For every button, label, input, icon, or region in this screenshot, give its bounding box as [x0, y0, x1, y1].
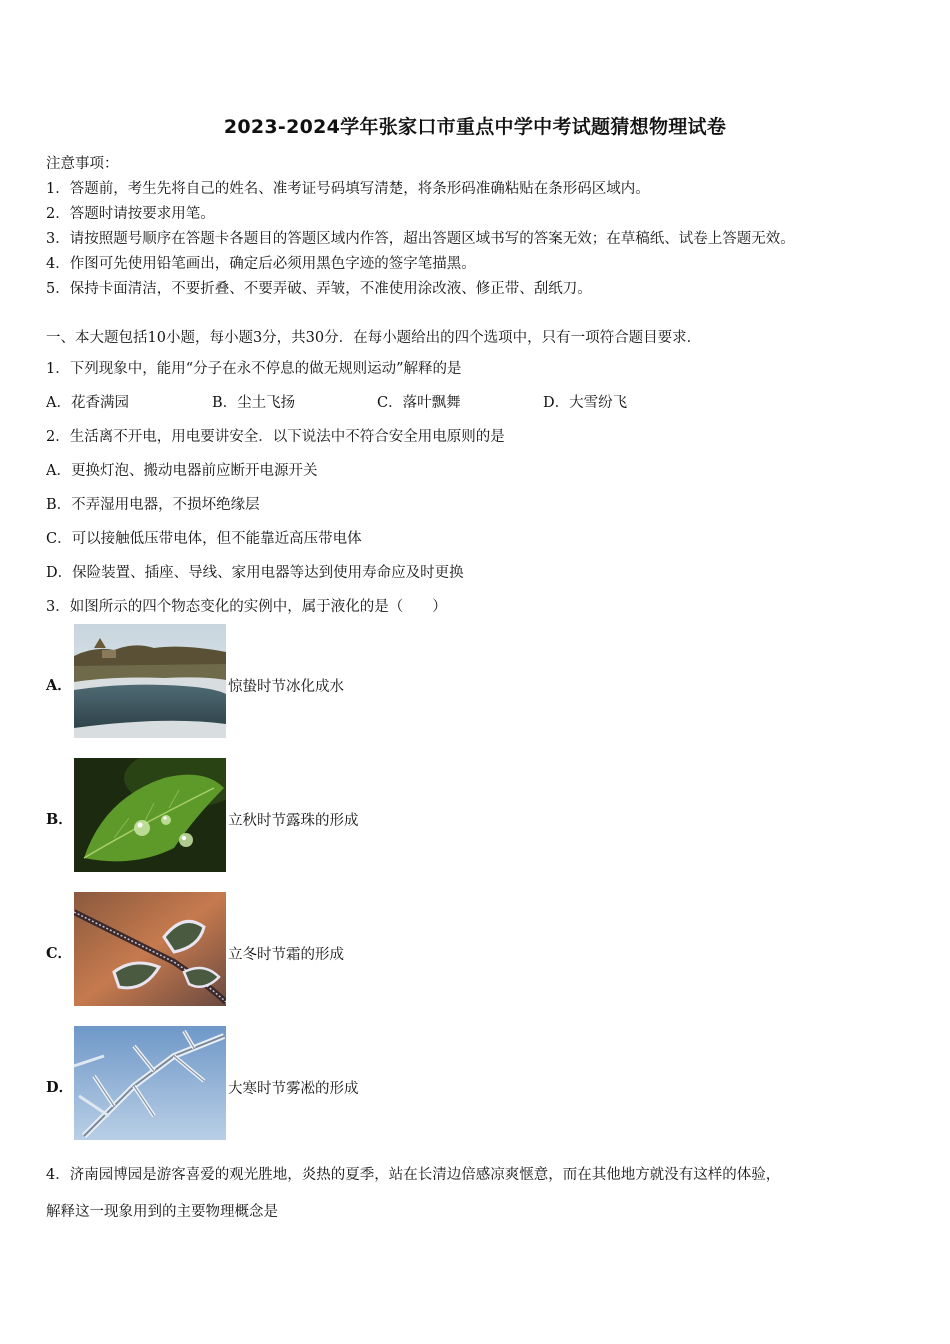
option-letter: A．	[46, 677, 72, 694]
notice-heading: 注意事项：	[46, 156, 119, 172]
question-1-stem: 1．下列现象中，能用“分子在永不停息的做无规则运动”解释的是	[46, 361, 462, 377]
rime-on-branches-photo	[74, 1026, 226, 1140]
q3-option-b	[46, 758, 646, 874]
page-title: 2023-2024学年张家口市重点中学中考试题猜想物理试卷	[223, 116, 727, 138]
notice-item: 5．保持卡面清洁，不要折叠、不要弄破、弄皱，不准使用涂改液、修正带、刮纸刀。	[46, 281, 592, 297]
frost-on-leaves-photo	[74, 892, 226, 1006]
question-3-stem: 3．如图所示的四个物态变化的实例中，属于液化的是（ ）	[46, 599, 447, 615]
q1-option-c: C．落叶飘舞	[377, 395, 461, 411]
q2-option-a: A．更换灯泡、搬动电器前应断开电源开关	[46, 463, 318, 479]
option-caption: 惊蛰时节冰化成水	[228, 679, 344, 695]
q3-option-a	[46, 624, 646, 740]
option-caption: 立冬时节霜的形成	[228, 947, 344, 963]
notice-item: 1．答题前，考生先将自己的姓名、准考证号码填写清楚，将条形码准确粘贴在条形码区域内。	[46, 181, 650, 197]
question-4-stem-line1: 4．济南园博园是游客喜爱的观光胜地，炎热的夏季，站在长清边倍感凉爽惬意，而在其他地方就没有这样的体验，	[46, 1167, 781, 1183]
option-letter: B．	[46, 811, 73, 828]
q1-option-a: A．花香满园	[46, 395, 129, 411]
notice-item: 2．答题时请按要求用笔。	[46, 206, 215, 222]
notice-item: 3．请按照题号顺序在答题卡各题目的答题区域内作答，超出答题区域书写的答案无效；在草稿纸、试卷上答题无效。	[46, 231, 795, 247]
q3-option-c	[46, 892, 646, 1008]
q2-option-c: C．可以接触低压带电体，但不能靠近高压带电体	[46, 531, 362, 547]
q3-option-d	[46, 1026, 646, 1142]
option-letter: D．	[46, 1079, 74, 1096]
section-heading: 一、本大题包括10小题，每小题3分，共30分．在每小题给出的四个选项中，只有一项符合题目要求．	[46, 330, 702, 346]
frozen-lake-photo	[74, 624, 226, 738]
option-caption: 立秋时节露珠的形成	[228, 813, 359, 829]
q2-option-b: B．不弄湿用电器，不损坏绝缘层	[46, 497, 260, 513]
question-4-stem-line2: 解释这一现象用到的主要物理概念是	[46, 1204, 278, 1220]
q1-option-b: B．尘土飞扬	[212, 395, 296, 411]
dew-on-leaf-photo	[74, 758, 226, 872]
question-2-stem: 2．生活离不开电，用电要讲安全．以下说法中不符合安全用电原则的是	[46, 429, 505, 445]
option-letter: C．	[46, 945, 73, 962]
option-caption: 大寒时节雾凇的形成	[228, 1081, 359, 1097]
q1-option-d: D．大雪纷飞	[543, 395, 628, 411]
notice-item: 4．作图可先使用铅笔画出，确定后必须用黑色字迹的签字笔描黑。	[46, 256, 476, 272]
q2-option-d: D．保险装置、插座、导线、家用电器等达到使用寿命应及时更换	[46, 565, 464, 581]
